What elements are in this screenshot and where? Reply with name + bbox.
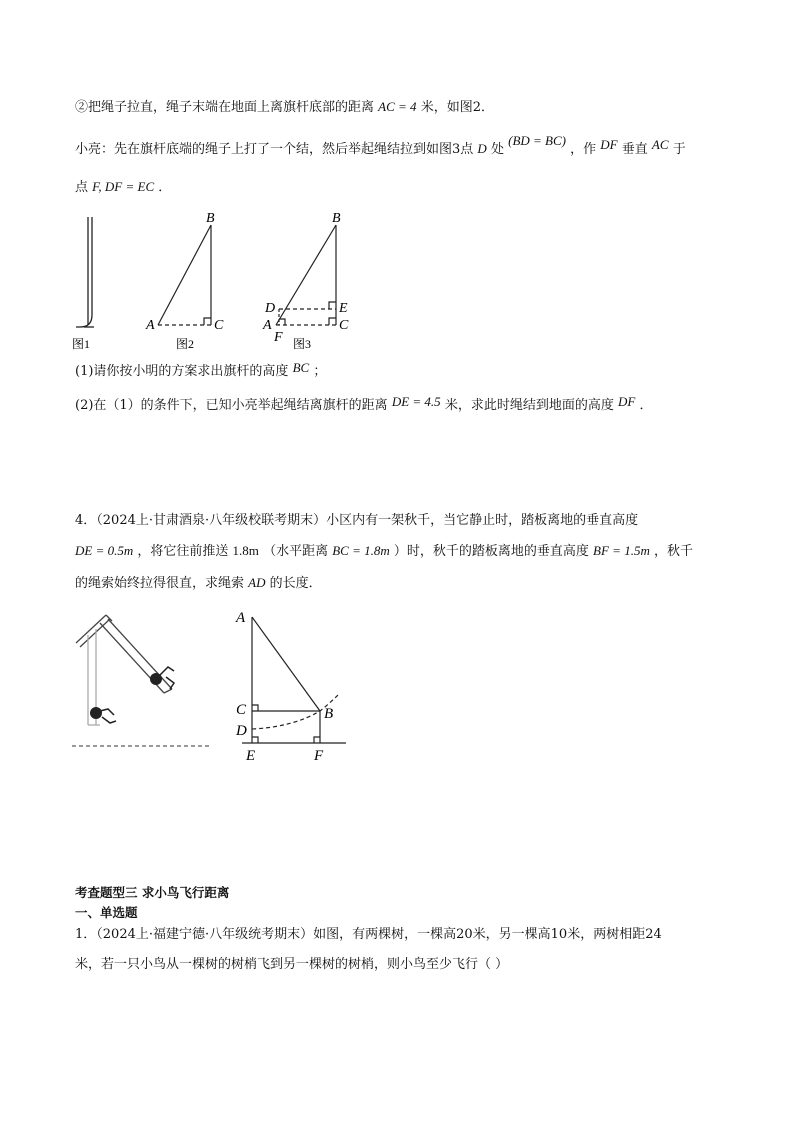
- q3-line-2: [75, 133, 686, 159]
- label-b: B: [206, 211, 215, 226]
- label-e: E: [339, 301, 348, 316]
- label-b: B: [332, 211, 341, 226]
- section-subtitle: 一、单选题: [75, 905, 138, 920]
- swing-geometry-figure: [228, 605, 358, 770]
- label-a: A: [263, 318, 272, 333]
- math-df: DF: [600, 137, 618, 152]
- text: 小亮：先在旗杆底端的绳子上打了一个结，然后举起绳结拉到如图3点: [75, 142, 474, 157]
- text: ．: [639, 398, 653, 413]
- question-1-line-2: 米，若一只小鸟从一棵树的树梢飞到另一棵树的树梢，则小鸟至少飞行（ ）: [75, 957, 509, 972]
- swing-illustration: [70, 605, 215, 755]
- text: 点: [75, 180, 89, 195]
- q3-sub-1: [75, 362, 326, 381]
- label-a: A: [236, 610, 246, 626]
- text: （水平距离: [263, 544, 329, 559]
- text: ．: [158, 180, 172, 195]
- math-df: DF: [617, 394, 636, 409]
- text: ②把绳子拉直，绳子末端在地面上离旗杆底部的距离: [75, 100, 375, 115]
- text: 于: [672, 142, 686, 157]
- math-ac: AC = 4: [378, 99, 417, 114]
- label-d: D: [236, 723, 247, 739]
- triangle-figure-3: [276, 225, 336, 325]
- q4-line-3: [75, 574, 322, 593]
- label-f: F: [274, 330, 283, 345]
- text: ，秋千: [653, 544, 693, 559]
- text: ；: [313, 364, 327, 379]
- label-f: F: [314, 748, 324, 764]
- text: (1)请你按小明的方案求出旗杆的高度: [75, 364, 289, 379]
- flagpole-figure-1: [76, 217, 94, 327]
- label-a: A: [146, 318, 155, 333]
- child-resting-icon: [90, 707, 116, 723]
- math-bf: BF = 1.5m: [593, 543, 650, 558]
- math-ad: AD: [248, 575, 266, 590]
- label-e: E: [246, 748, 256, 764]
- text: 米，如图2．: [420, 100, 494, 115]
- math-ac: AC: [651, 137, 669, 152]
- math-de: DE = 4.5: [391, 394, 441, 409]
- label-c: C: [339, 318, 349, 333]
- text: 米，求此时绳结到地面的高度: [444, 398, 614, 413]
- q4-line-1: [75, 512, 638, 530]
- triangle-figure-2: [158, 225, 211, 325]
- math-bc: BC = 1.8m: [332, 543, 390, 558]
- math-value: 1.8m: [232, 543, 259, 558]
- math-bd-bc: (BD = BC): [508, 133, 566, 148]
- text: 处: [490, 142, 504, 157]
- math-df-ec: F, DF = EC: [92, 179, 155, 194]
- question-1-line-1: 1．（2024上·福建宁德·八年级统考期末）如图，有两棵树，一棵高20米，另一棵高10米，两树相距24: [75, 927, 662, 942]
- text: ）时，秋千的踏板离地的垂直高度: [393, 544, 589, 559]
- label-c: C: [236, 702, 247, 718]
- text: 垂直: [621, 142, 648, 157]
- math-bc: BC: [292, 360, 310, 375]
- section-title: 考查题型三 求小鸟飞行距离: [75, 885, 230, 900]
- q4-line-2: [75, 542, 693, 561]
- label-c: C: [214, 318, 224, 333]
- caption-fig1: 图1: [72, 337, 91, 351]
- figures-1-3: [70, 205, 370, 355]
- text: 的绳索始终拉得很直，求绳索: [75, 576, 245, 591]
- label-b: B: [324, 706, 334, 722]
- q3-line-3: [75, 178, 171, 197]
- q3-line-1: [75, 98, 494, 117]
- math-d: D: [477, 141, 487, 156]
- text: (2)在（1）的条件下，已知小亮举起绳结离旗杆的距离: [75, 398, 388, 413]
- text: ，作: [570, 142, 597, 157]
- caption-fig2: 图2: [176, 337, 195, 351]
- caption-fig3: 图3: [293, 337, 312, 351]
- text: 4．（2024上·甘肃酒泉·八年级校联考期末）小区内有一架秋千，当它静止时，踏板离地的垂直高度: [75, 513, 639, 528]
- label-d: D: [265, 301, 276, 316]
- text: ，将它往前推送: [137, 544, 229, 559]
- text: 的长度．: [269, 576, 322, 591]
- math-de: DE = 0.5m: [75, 543, 134, 558]
- q3-sub-2: [75, 396, 652, 415]
